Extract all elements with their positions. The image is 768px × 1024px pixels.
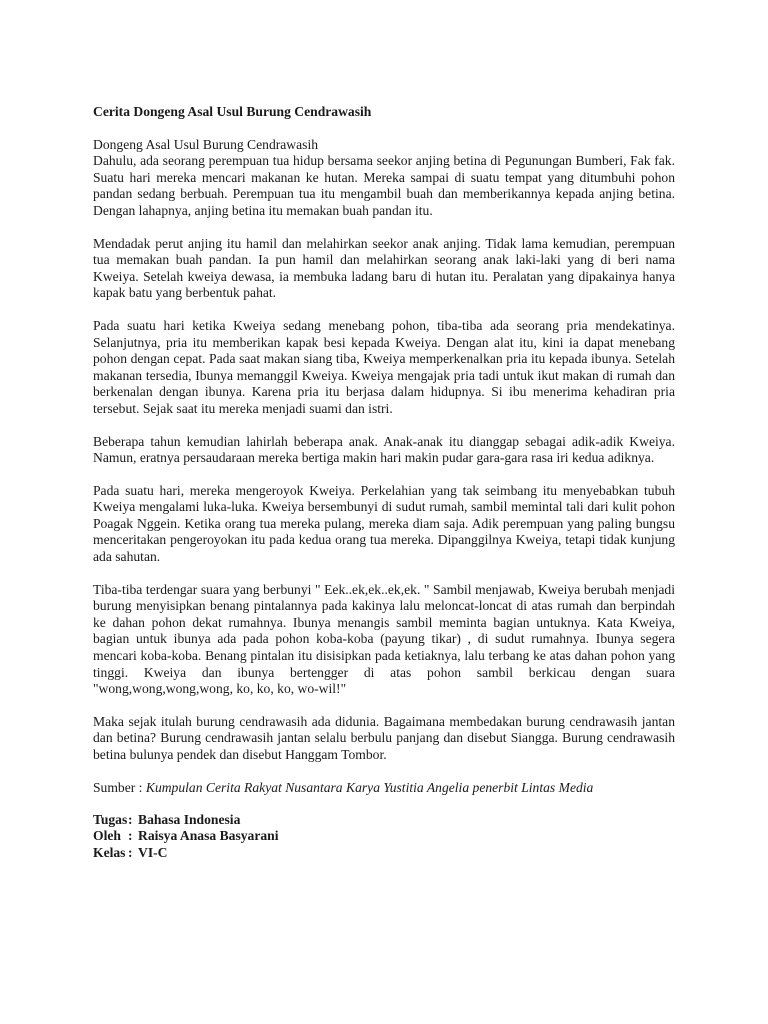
paragraph: Tiba-tiba terdengar suara yang berbunyi " Eek..ek,ek..ek,ek. " Sambil menjawab, Kweiya berubah menjadi burung menyisipkan benang pintalannya pada kakinya lalu meloncat-loncat di atas rumah dan berpindah ke dahan pohon dekat rumahnya. Ibunya menangis sambil meminta bagian untuknya. Kata Kweiya, bagian untuk ibunya ada pada pohon koba-koba (payung tikar) , di sudut rumahnya. Ibunya segera mencari koba-koba. Benang pintalan itu disisipkan pada ketiaknya, lalu terbang ke atas dahan pohon yang tinggi. Kweiya dan ibunya bertengger di atas pohon sambil berkicau dengan suara "wong,wong,wong,wong, ko, ko, ko, wo-wil!" xyxy=(93,581,675,697)
info-key: Oleh xyxy=(93,828,121,844)
paragraph-text: Dahulu, ada seorang perempuan tua hidup bersama seekor anjing betina di Pegunungan Bumberi, Fak fak. Suatu hari mereka mencari makanan ke hutan. Mereka sampai di suatu tempat yang ditumbuhi pohon pandan sedang berbuah. Perempuan tua itu mengambil buah dan memberikannya kepada anjing betina. Dengan lahapnya, anjing betina itu memakan buah pandan itu. xyxy=(93,153,675,218)
paragraph-intro xyxy=(93,137,675,220)
source-citation: Kumpulan Cerita Rakyat Nusantara Karya Yustitia Angelia penerbit Lintas Media xyxy=(145,779,594,795)
document-page xyxy=(93,104,675,861)
document-title: Cerita Dongeng Asal Usul Burung Cendrawasih xyxy=(93,104,372,119)
info-value: VI-C xyxy=(138,844,168,860)
info-separator: : xyxy=(128,844,133,860)
source-label: Sumber : xyxy=(93,779,146,795)
paragraph: Mendadak perut anjing itu hamil dan melahirkan seekor anak anjing. Tidak lama kemudian, perempuan tua memakan buah pandan. Ia pun hamil dan melahirkan seorang anak laki-laki yang di beri nama Kweiya. Setelah kweiya dewasa, ia membuka ladang baru di hutan itu. Peralatan yang dipakainya hanya kapak batu yang berbentuk pahat. xyxy=(93,235,675,301)
paragraph: Pada suatu hari, mereka mengeroyok Kweiya. Perkelahian yang tak seimbang itu menyebabkan tubuh Kweiya mengalami luka-luka. Kweiya bersembunyi di sudut rumah, sambil memintal tali dari kulit pohon Poagak Nggein. Ketika orang tua mereka pulang, mereka diam saja. Adik perempuan yang paling bungsu menceritakan pengeroyokan itu pada kedua orang tua mereka. Dipanggilnya Kweiya, tetapi tidak kunjung ada sahutan. xyxy=(93,482,675,565)
paragraph: Beberapa tahun kemudian lahirlah beberapa anak. Anak-anak itu dianggap sebagai adik-adik Kweiya. Namun, eratnya persaudaraan mereka bertiga makin hari makin pudar gara-gara rasa iri kedua adiknya. xyxy=(93,433,675,466)
info-separator: : xyxy=(128,812,133,828)
info-value: Raisya Anasa Basyarani xyxy=(138,828,279,844)
info-row xyxy=(93,828,279,844)
info-key: Kelas xyxy=(93,844,126,860)
story-subtitle: Dongeng Asal Usul Burung Cendrawasih xyxy=(93,136,319,152)
source-line xyxy=(93,780,675,797)
info-row xyxy=(93,845,279,861)
paragraph: Pada suatu hari ketika Kweiya sedang menebang pohon, tiba-tiba ada seorang pria mendekatinya. Selanjutnya, pria itu memberikan kapak besi kepada Kweiya. Dengan alat itu, kini ia dapat menebang pohon dengan cepat. Pada saat makan siang tiba, Kweiya memperkenalkan pria itu kepada ibunya. Setelah makanan tersedia, Ibunya memanggil Kweiya. Kweiya mengajak pria tadi untuk ikut makan di rumah dan berkenalan dengan ibunya. Karena pria itu berjasa dalam hidupnya. Si ibu menerima kehadiran pria tersebut. Sejak saat itu mereka menjadi suami dan istri. xyxy=(93,317,675,416)
info-row xyxy=(93,812,279,828)
assignment-info xyxy=(93,812,279,861)
info-separator: : xyxy=(128,828,133,844)
info-value: Bahasa Indonesia xyxy=(138,812,241,828)
info-key: Tugas xyxy=(93,812,128,828)
paragraph: Maka sejak itulah burung cendrawasih ada didunia. Bagaimana membedakan burung cendrawasih jantan dan betina? Burung cendrawasih jantan selalu berbulu panjang dan disebut Siangga. Burung cendrawasih betina bulunya pendek dan disebut Hanggam Tombor. xyxy=(93,713,675,762)
